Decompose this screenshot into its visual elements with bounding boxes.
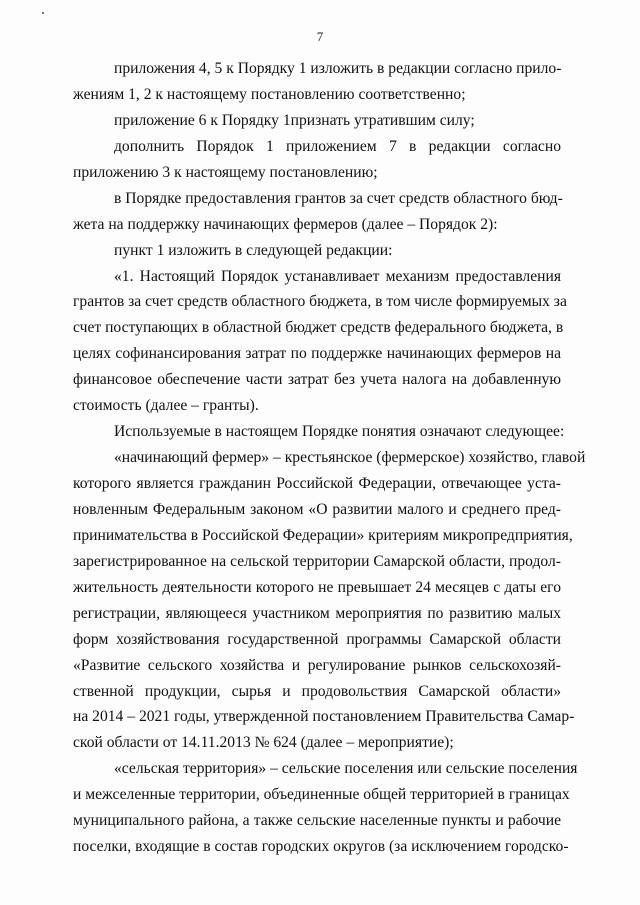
text-line: в Порядке предоставления грантов за счет средств областного бюд- — [114, 189, 563, 207]
text-line: принимательства в Российской Федерации» критериям микропредприятия, — [73, 526, 573, 544]
text-line: жительность деятельности которого не превышает 24 месяцев с даты его — [73, 578, 561, 596]
text-line: на 2014 – 2021 годы, утвержденной постановлением Правительства Самар- — [73, 708, 575, 726]
text-line: муниципального района, а также сельские населенные пункты и рабочие — [73, 812, 561, 830]
text-line: ской области от 14.11.2013 № 624 (далее – мероприятие); — [73, 734, 454, 752]
text-line: дополнить Порядок 1 приложением 7 в редакции согласно — [114, 137, 561, 155]
text-line: зарегистрированное на сельской территории Самарской области, продол- — [73, 552, 561, 570]
text-line: «1. Настоящий Порядок устанавливает механизм предоставления — [114, 267, 561, 285]
text-line: новленным Федеральным законом «О развитии малого и среднего пред- — [73, 500, 561, 518]
text-line: ственной продукции, сырья и продовольствия Самарской области» — [73, 682, 561, 700]
text-line: жета на поддержку начинающих фермеров (далее – Порядок 2): — [73, 215, 498, 233]
text-line: финансовое обеспечение части затрат без учета налога на добавленную — [73, 371, 561, 389]
text-line: грантов за счет средств областного бюджета, в том числе формируемых за — [73, 293, 567, 311]
text-line: «Развитие сельского хозяйства и регулирование рынков сельскохозяй- — [73, 656, 561, 674]
text-line: стоимость (далее – гранты). — [73, 397, 259, 415]
text-line: регистрации, являющееся участником мероприятия по развитию малых — [73, 604, 561, 622]
text-line: которого является гражданин Российской Федерации, отвечающее уста- — [73, 475, 561, 492]
text-line: поселки, входящие в состав городских округов (за исключением городско- — [73, 838, 569, 856]
text-line: жениям 1, 2 к настоящему постановлению соответственно; — [73, 85, 466, 103]
text-line: пункт 1 изложить в следующей редакции: — [114, 241, 393, 259]
text-line: целях софинансирования затрат по поддержке начинающих фермеров на — [73, 345, 561, 363]
text-line: форм хозяйствования государственной программы Самарской области — [73, 630, 561, 648]
text-line: приложению 3 к настоящему постановлению; — [73, 163, 378, 181]
scan-speck — [42, 12, 44, 14]
text-line: «начинающий фермер» – крестьянское (фермерское) хозяйство, главой — [114, 449, 586, 467]
text-line: приложение 6 к Порядку 1признать утратившим силу; — [114, 111, 475, 129]
document-body — [73, 56, 586, 860]
page-number: 7 — [316, 29, 324, 44]
text-line: «сельская территория» – сельские поселения или сельские поселения — [114, 760, 578, 778]
text-line: счет поступающих в областной бюджет средств федерального бюджета, в — [73, 319, 564, 337]
text-line: Используемые в настоящем Порядке понятия означают следующее: — [114, 423, 565, 441]
text-line: приложения 4, 5 к Порядку 1 изложить в редакции согласно прило- — [114, 60, 562, 77]
text-line: и межселенные территории, объединенные общей территорией в границах — [73, 786, 570, 804]
